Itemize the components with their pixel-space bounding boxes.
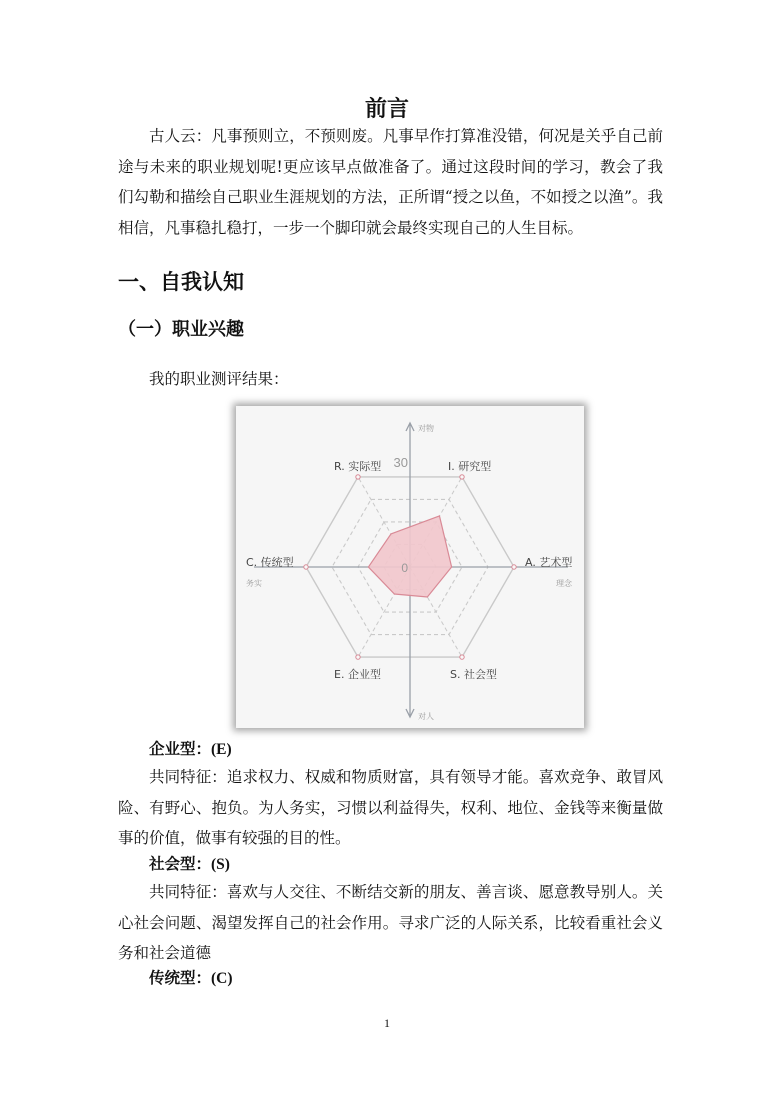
type-e-description: 共同特征：追求权力、权威和物质财富，具有领导才能。喜欢竞争、敢冒风险、有野心、抱负。为人务实，习惯以利益得失，权利、地位、金钱等来衡量做事的价值，做事有较强的目的性。 xyxy=(118,768,663,847)
subsection-heading: （一）职业兴趣 xyxy=(118,319,244,340)
type-s-code: (S) xyxy=(211,856,230,873)
category-label-1: R. 实际型 xyxy=(334,460,382,473)
section-heading: 一、自我认知 xyxy=(118,269,244,294)
direction-label-bottom: 对人 xyxy=(418,712,434,721)
career-test-radar-chart xyxy=(236,406,584,728)
page-title: 前言 xyxy=(364,96,409,122)
direction-label-right: 理念 xyxy=(556,579,572,588)
radar-vertex-dot-6 xyxy=(304,565,308,569)
radar-vertex-dot-2 xyxy=(460,475,464,479)
direction-label-top: 对物 xyxy=(418,424,434,433)
tick-label-0: 0 xyxy=(401,561,408,575)
page-number: 1 xyxy=(384,1016,390,1030)
tick-label-30: 30 xyxy=(393,455,408,470)
type-e-heading xyxy=(149,736,232,763)
radar-chart-svg xyxy=(236,406,584,728)
category-label-3: A. 艺术型 xyxy=(525,556,573,569)
radar-vertex-dot-4 xyxy=(460,655,464,659)
type-s-description: 共同特征：喜欢与人交往、不断结交新的朋友、善言谈、愿意教导别人。关心社会问题、渴望发挥自己的社会作用。寻求广泛的人际关系，比较看重社会义务和社会道德 xyxy=(118,883,663,962)
intro-paragraph: 古人云：凡事预则立，不预则废。凡事早作打算准没错，何况是关乎自己前途与未来的职业规划呢!更应该早点做准备了。通过这段时间的学习，教会了我们勾勒和描绘自己职业生涯规划的方法，正所谓“授之以鱼，不如授之以渔”。我相信，凡事稳扎稳打，一步一个脚印就会最终实现自己的人生目标。 xyxy=(118,127,663,237)
category-label-4: S. 社会型 xyxy=(450,668,497,681)
type-c-code: (C) xyxy=(211,970,233,987)
type-s-name: 社会型： xyxy=(149,854,212,873)
type-e-name: 企业型： xyxy=(149,739,212,758)
direction-label-left: 务实 xyxy=(246,579,262,588)
type-c-name: 传统型： xyxy=(149,968,212,987)
radar-data-area xyxy=(368,516,451,597)
category-label-5: E. 企业型 xyxy=(334,668,381,681)
type-c-heading xyxy=(149,965,233,992)
radar-vertex-dot-5 xyxy=(356,655,360,659)
category-label-2: I. 研究型 xyxy=(448,460,492,473)
type-e-code: (E) xyxy=(211,741,232,758)
category-label-6: C. 传统型 xyxy=(246,556,294,569)
radar-vertex-dot-3 xyxy=(512,565,516,569)
radar-vertex-dot-1 xyxy=(356,475,360,479)
result-caption: 我的职业测评结果： xyxy=(149,370,289,388)
type-s-heading xyxy=(149,851,230,878)
